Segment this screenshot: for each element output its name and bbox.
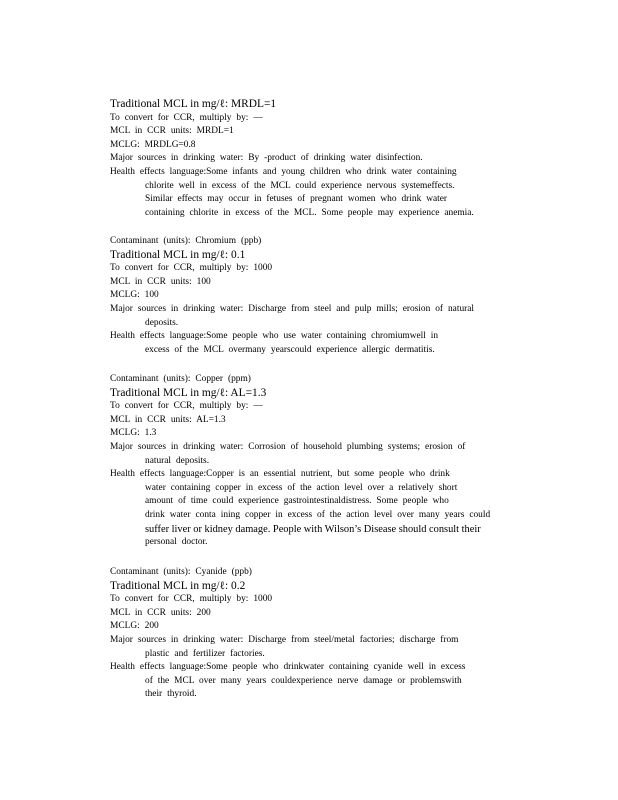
sources-continuation: natural deposits.: [145, 455, 210, 466]
sources-continuation: plastic and fertilizer factories.: [145, 648, 265, 659]
health-continuation: their thyroid.: [145, 689, 197, 700]
convert-line: To convert for CCR, multiply by: —: [110, 112, 263, 123]
mclg-line: MCLG: 1.3: [110, 428, 157, 439]
health-continuation: water containing copper in excess of the action level over a relatively short: [145, 482, 458, 493]
section-mrdl: [110, 98, 538, 220]
convert-line: To convert for CCR, multiply by: 1000: [110, 263, 273, 274]
health-continuation: amount of time could experience gastrointestinaldistress. Some people who: [145, 496, 449, 507]
contaminant-line: Contaminant (units): Chromium (ppb): [110, 236, 262, 246]
mcl-title: Traditional MCL in mg/ℓ: 0.1: [110, 248, 246, 261]
sources-line: Major sources in drinking water: By -product of drinking water disinfection.: [110, 153, 423, 164]
health-continuation: chlorite well in excess of the MCL could experience nervous systemeffects.: [145, 180, 455, 191]
mclg-line: MCLG: 200: [110, 621, 159, 632]
sources-line: Major sources in drinking water: Discharge from steel/metal factories; discharge from: [110, 634, 459, 645]
health-continuation: personal doctor.: [145, 537, 208, 548]
convert-line: To convert for CCR, multiply by: —: [110, 401, 263, 412]
sources-line: Major sources in drinking water: Corrosion of household plumbing systems; erosion of: [110, 441, 466, 452]
mcl-title: Traditional MCL in mg/ℓ: 0.2: [110, 579, 246, 592]
section-copper: [110, 373, 538, 550]
mcl-ccr-line: MCL in CCR units: MRDL=1: [110, 126, 234, 137]
health-line: Health effects language:Some people who drinkwater containing cyanide well in excess: [110, 662, 466, 673]
sources-line: Major sources in drinking water: Discharge from steel and pulp mills; erosion of natural: [110, 303, 475, 314]
section-chromium: [110, 235, 538, 357]
health-continuation: Similar effects may occur in fetuses of pregnant women who drink water: [145, 194, 448, 205]
section-cyanide: [110, 566, 538, 702]
mcl-ccr-line: MCL in CCR units: 200: [110, 607, 211, 618]
health-continuation: of the MCL over many years couldexperience nerve damage or problemswith: [145, 675, 462, 686]
mclg-line: MCLG: 100: [110, 290, 159, 301]
mcl-ccr-line: MCL in CCR units: 100: [110, 276, 211, 287]
health-continuation: containing chlorite in excess of the MCL. Some people may experience anemia.: [145, 207, 474, 218]
health-continuation: drink water conta ining copper in excess of the action level over many years could: [145, 509, 491, 520]
convert-line: To convert for CCR, multiply by: 1000: [110, 594, 273, 605]
contaminant-line: Contaminant (units): Cyanide (ppb): [110, 567, 252, 577]
health-continuation-emphasis: suffer liver or kidney damage. People with Wilson’s Disease should consult their: [145, 523, 481, 535]
sources-continuation: deposits.: [145, 317, 179, 328]
health-line: Health effects language:Copper is an essential nutrient, but some people who drink: [110, 469, 450, 480]
mcl-title: Traditional MCL in mg/ℓ: AL=1.3: [110, 386, 267, 399]
health-continuation: excess of the MCL overmany yearscould experience allergic dermatitis.: [145, 344, 435, 355]
mcl-title: Traditional MCL in mg/ℓ: MRDL=1: [110, 98, 277, 110]
mcl-ccr-line: MCL in CCR units: AL=1.3: [110, 414, 226, 425]
contaminant-line: Contaminant (units): Copper (ppm): [110, 374, 251, 384]
health-line: Health effects language:Some infants and young children who drink water containing: [110, 166, 457, 177]
health-line: Health effects language:Some people who use water containing chromiumwell in: [110, 331, 439, 342]
mclg-line: MCLG: MRDLG=0.8: [110, 139, 196, 150]
